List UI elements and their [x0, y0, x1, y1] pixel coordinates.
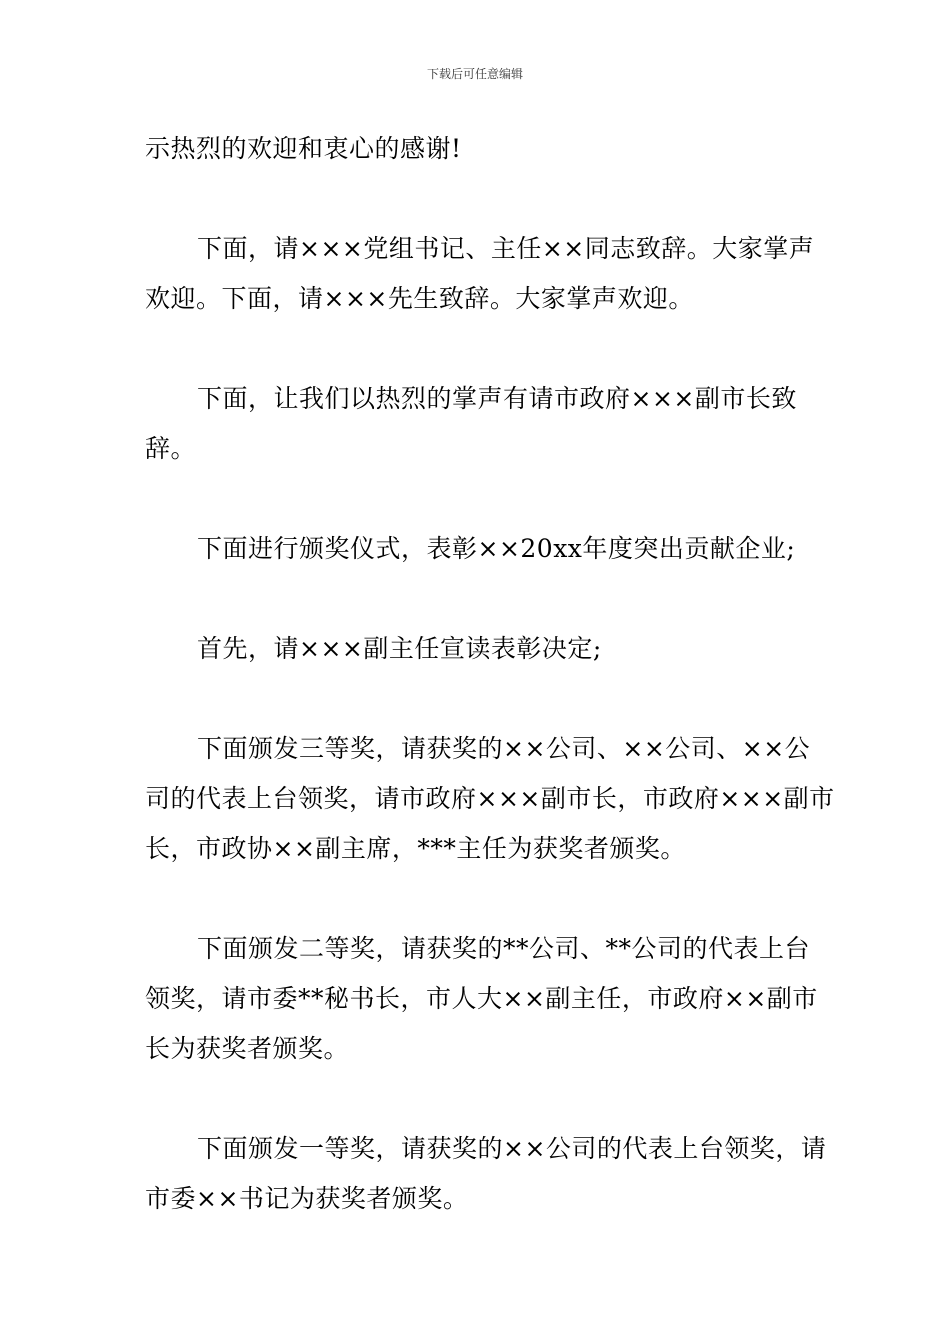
paragraph-gap: [145, 324, 835, 374]
paragraph-first-prize: 下面颁发一等奖，请获奖的××公司的代表上台领奖，请市委××书记为获奖者颁奖。: [145, 1134, 827, 1213]
paragraph-ceremony: 下面进行颁奖仪式，表彰××20xx年度突出贡献企业;: [197, 534, 796, 563]
paragraph-gap: [145, 574, 835, 624]
paragraph-gap: [145, 474, 835, 524]
paragraph-third-prize: 下面颁发三等奖，请获奖的××公司、××公司、××公司的代表上台领奖，请市政府×××副市长，市政府×××副市长，市政协××副主席，***主任为获奖者颁奖。: [145, 734, 835, 863]
paragraph-gap: [145, 674, 835, 724]
paragraph-gap: [145, 1074, 835, 1124]
document-body: [145, 124, 835, 1224]
paragraph-speeches: 下面，请×××党组书记、主任××同志致辞。大家掌声欢迎。下面，请×××先生致辞。大家掌声欢迎。: [145, 234, 815, 313]
paragraph-second-prize: 下面颁发二等奖，请获奖的**公司、**公司的代表上台领奖，请市委**秘书长，市人大××副主任，市政府××副市长为获奖者颁奖。: [145, 934, 818, 1063]
paragraph-vice-mayor: 下面，让我们以热烈的掌声有请市政府×××副市长致辞。: [145, 384, 797, 463]
paragraph-gap: [145, 174, 835, 224]
page-header: 下载后可任意编辑: [426, 67, 523, 81]
paragraph-gap: [145, 874, 835, 924]
paragraph-continuation: 示热烈的欢迎和衷心的感谢!: [145, 134, 462, 163]
paragraph-decision: 首先，请×××副主任宣读表彰决定;: [197, 634, 602, 663]
